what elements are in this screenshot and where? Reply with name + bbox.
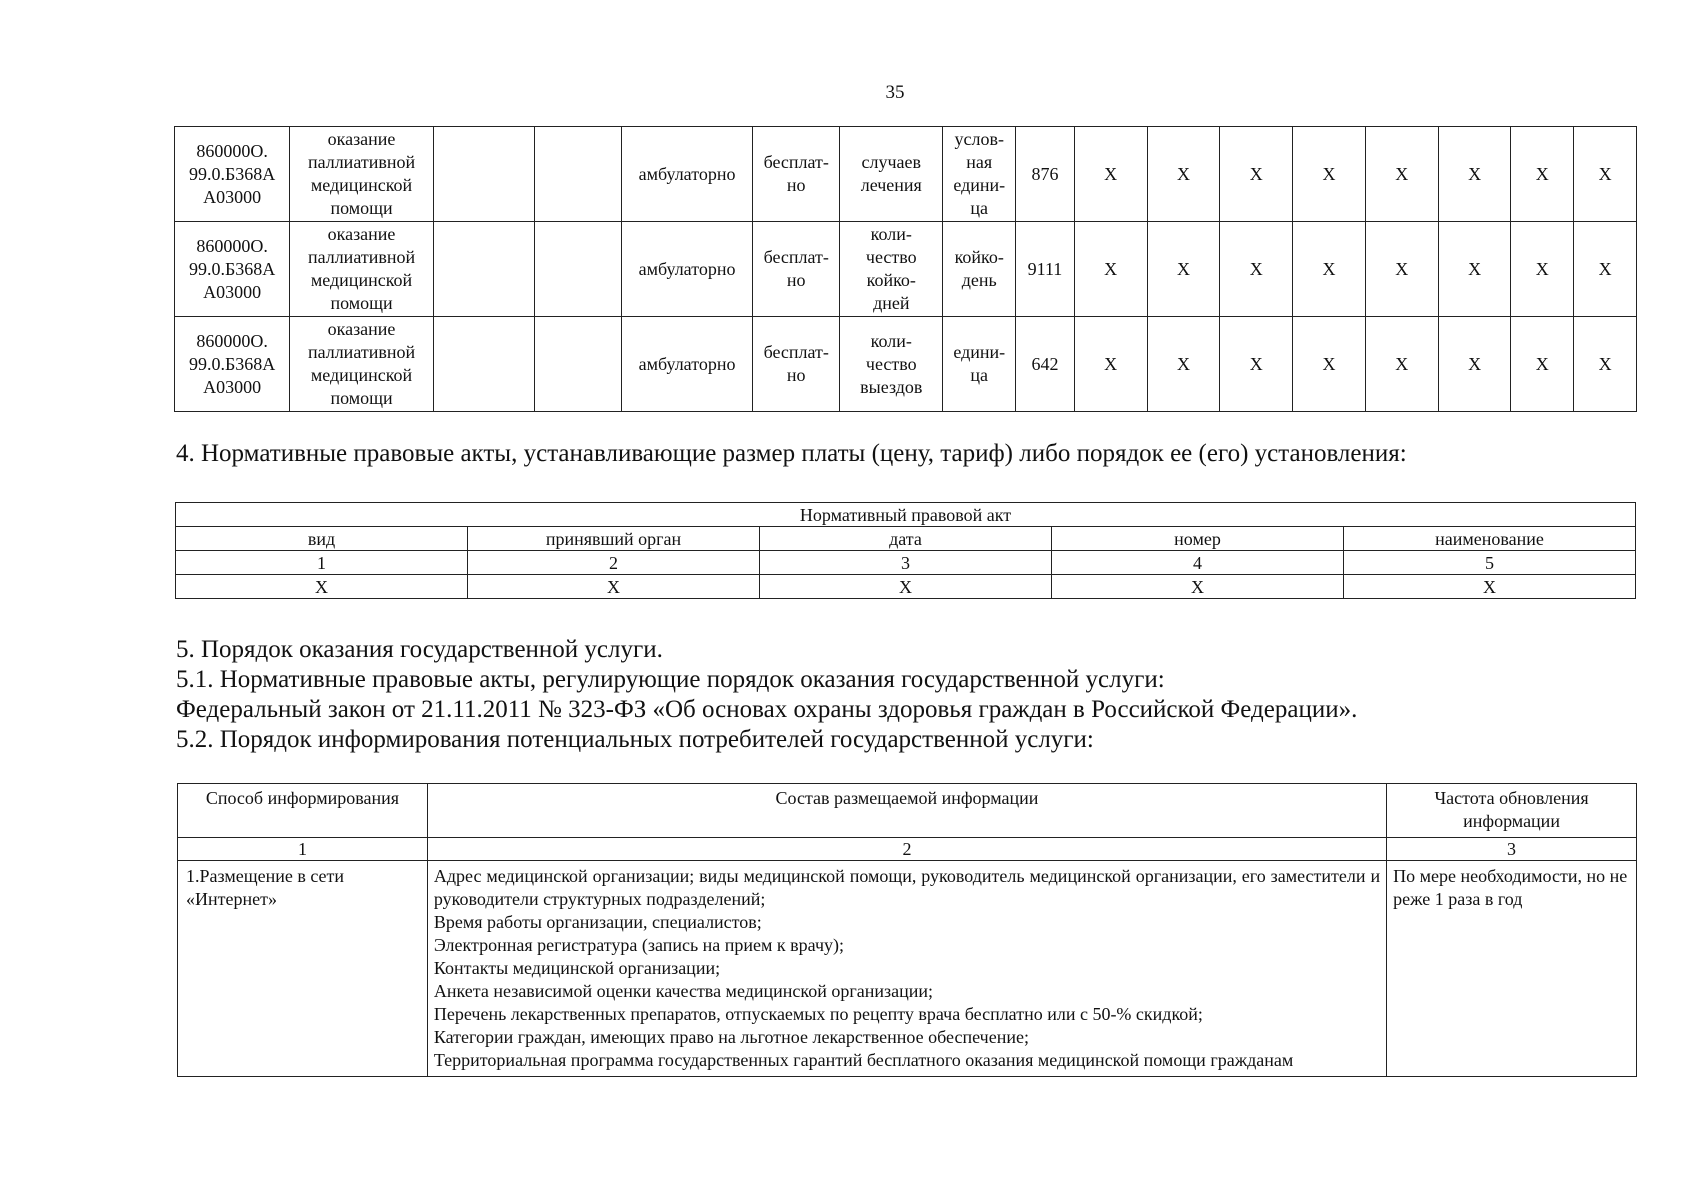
mark-cell: X	[1220, 317, 1293, 412]
table-row	[175, 317, 1637, 412]
info-line: Время работы организации, специалистов;	[433, 912, 762, 932]
column-number: 4	[1052, 551, 1344, 575]
mark-cell: X	[1574, 222, 1637, 317]
service-code-cell: 860000О. 99.0.Б368А А03000	[175, 317, 290, 412]
indicator-name-cell: коли- чество выездов	[840, 317, 943, 412]
payment-form-cell: бесплат- но	[753, 127, 840, 222]
mark-cell: X	[1074, 127, 1147, 222]
indicator-value-cell: 876	[1016, 127, 1075, 222]
update-frequency-cell: По мере необходимости, но не реже 1 раза в год	[1387, 861, 1637, 1077]
service-condition-cell: амбулаторно	[621, 222, 752, 317]
column-number: 1	[178, 838, 428, 861]
volume-indicators-table	[174, 126, 1637, 412]
mark-cell: X	[1220, 127, 1293, 222]
column-header-number: номер	[1052, 527, 1344, 551]
section-5-heading: 5. Порядок оказания государственной услуги.	[176, 636, 663, 663]
info-line: Контакты медицинской организации;	[433, 958, 721, 978]
mark-cell: X	[1220, 222, 1293, 317]
normative-act-title: Нормативный правовой акт	[176, 503, 1636, 527]
info-line: Анкета независимой оценки качества медицинской организации;	[433, 981, 933, 1001]
unit-cell: едини- ца	[943, 317, 1016, 412]
column-number: 2	[427, 838, 1386, 861]
column-header-method: Способ информирования	[178, 784, 428, 838]
cell-value: X	[1052, 575, 1344, 599]
mark-cell: X	[1293, 222, 1366, 317]
payment-form-cell: бесплат- но	[753, 317, 840, 412]
column-header-authority: принявший орган	[468, 527, 760, 551]
table-row	[175, 222, 1637, 317]
service-content-cell: оказание паллиативной медицинской помощи	[290, 222, 434, 317]
mark-cell: X	[1365, 222, 1438, 317]
mark-cell: X	[1293, 317, 1366, 412]
mark-cell: X	[1074, 222, 1147, 317]
section-5-1-heading: 5.1. Нормативные правовые акты, регулирующие порядок оказания государственной услуги:	[176, 666, 1165, 693]
unit-cell: услов- ная едини- ца	[943, 127, 1016, 222]
service-condition-cell: амбулаторно	[621, 127, 752, 222]
service-code-cell: 860000О. 99.0.Б368А А03000	[175, 127, 290, 222]
service-code-cell: 860000О. 99.0.Б368А А03000	[175, 222, 290, 317]
column-header-date: дата	[760, 527, 1052, 551]
mark-cell: X	[1438, 222, 1511, 317]
column-number: 3	[1387, 838, 1637, 861]
column-header-info: Состав размещаемой информации	[427, 784, 1386, 838]
mark-cell: X	[1438, 127, 1511, 222]
cell-value: X	[760, 575, 1052, 599]
payment-form-cell: бесплат- но	[753, 222, 840, 317]
column-header-name: наименование	[1344, 527, 1636, 551]
mark-cell: X	[1511, 222, 1574, 317]
indicator-name-cell: коли- чество койко- дней	[840, 222, 943, 317]
info-line: Электронная регистратура (запись на прием к врачу);	[433, 935, 844, 955]
mark-cell: X	[1574, 317, 1637, 412]
info-line: Адрес медицинской организации; виды медицинской помощи, руководитель медицинской организации, его заместители и руководители структурных подразделений;	[433, 866, 1381, 909]
column-number: 5	[1344, 551, 1636, 575]
cell-value: X	[176, 575, 468, 599]
column-header-frequency: Частота обновления информации	[1387, 784, 1637, 838]
mark-cell: X	[1147, 222, 1220, 317]
info-line: Категории граждан, имеющих право на льготное лекарственное обеспечение;	[433, 1027, 1029, 1047]
column-number: 1	[176, 551, 468, 575]
empty-cell	[534, 222, 621, 317]
mark-cell: X	[1511, 317, 1574, 412]
column-number: 3	[760, 551, 1052, 575]
mark-cell: X	[1074, 317, 1147, 412]
indicator-value-cell: 9111	[1016, 222, 1075, 317]
normative-acts-table	[175, 502, 1636, 599]
empty-cell	[534, 317, 621, 412]
information-content-cell	[427, 861, 1386, 1077]
mark-cell: X	[1438, 317, 1511, 412]
informing-method-cell: 1.Размещение в сети «Интернет»	[178, 861, 428, 1077]
empty-cell	[534, 127, 621, 222]
section-4-heading: 4. Нормативные правовые акты, устанавливающие размер платы (цену, тариф) либо порядок ее (его) установления:	[176, 440, 1407, 467]
mark-cell: X	[1511, 127, 1574, 222]
mark-cell: X	[1574, 127, 1637, 222]
federal-law-text: Федеральный закон от 21.11.2011 № 323-ФЗ «Об основах охраны здоровья граждан в Российской Федерации».	[176, 696, 1358, 723]
unit-cell: койко- день	[943, 222, 1016, 317]
service-condition-cell: амбулаторно	[621, 317, 752, 412]
info-line: Перечень лекарственных препаратов, отпускаемых по рецепту врача бесплатно или с 50-% скидкой;	[433, 1004, 1203, 1024]
cell-value: X	[468, 575, 760, 599]
indicator-value-cell: 642	[1016, 317, 1075, 412]
empty-cell	[433, 317, 534, 412]
empty-cell	[433, 127, 534, 222]
column-header-type: вид	[176, 527, 468, 551]
service-content-cell: оказание паллиативной медицинской помощи	[290, 127, 434, 222]
page-number: 35	[885, 82, 905, 103]
mark-cell: X	[1365, 127, 1438, 222]
column-number: 2	[468, 551, 760, 575]
mark-cell: X	[1147, 127, 1220, 222]
mark-cell: X	[1365, 317, 1438, 412]
informing-procedure-table	[177, 783, 1637, 1077]
mark-cell: X	[1293, 127, 1366, 222]
mark-cell: X	[1147, 317, 1220, 412]
cell-value: X	[1344, 575, 1636, 599]
table-row	[175, 127, 1637, 222]
indicator-name-cell: случаев лечения	[840, 127, 943, 222]
info-line: Территориальная программа государственных гарантий бесплатного оказания медицинской помощи гражданам	[433, 1050, 1294, 1070]
empty-cell	[433, 222, 534, 317]
service-content-cell: оказание паллиативной медицинской помощи	[290, 317, 434, 412]
section-5-2-heading: 5.2. Порядок информирования потенциальных потребителей государственной услуги:	[176, 726, 1094, 753]
